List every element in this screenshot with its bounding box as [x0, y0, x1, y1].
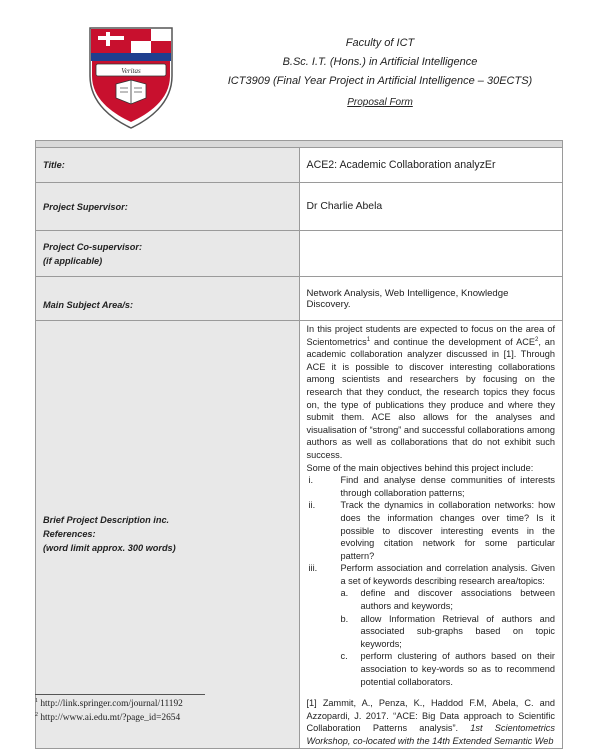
sub-objective-item: a. define and discover associations between authors and keywords; — [340, 588, 555, 612]
footnote-divider — [35, 694, 205, 695]
sub-objective-item: c. perform clustering of authors based on their association to key-words so as to recommend potential collaborators. — [340, 651, 555, 687]
document-header — [200, 34, 560, 112]
university-crest-logo — [86, 24, 176, 130]
subject-label: Main Subject Area/s: — [36, 277, 300, 321]
sub-objective-item: b. allow Information Retrieval of authors and associated sub-graphs based on topic keywords; — [340, 613, 555, 649]
form-title: Proposal Form — [347, 97, 413, 108]
objective-item: ii. Track the dynamics in collaboration networks: how does the information changes over time? Is it possible to discover interesting events in the evolving citation network for some particular pattern? — [308, 500, 555, 561]
footnote-ref-2: 2 — [534, 336, 539, 343]
description-label-line2: References: — [43, 529, 96, 540]
proposal-form-table — [35, 140, 563, 749]
objectives-intro: Some of the main objectives behind this project include: — [306, 462, 534, 473]
objective-item: i. Find and analyse dense communities of interests through collaboration patterns; — [308, 475, 555, 498]
cosupervisor-value — [299, 231, 563, 277]
cosupervisor-label — [36, 231, 300, 277]
table-top-band — [36, 141, 563, 148]
description-value — [299, 321, 563, 749]
description-paragraph: In this project students are expected to focus on the area of Scientometrics$^1$ and continue the development of ACE$^2$, an academic collaboration analyzer discussed in [1]. Through ACE it is possible to discover interesting collaborations among scientists and researchers by focusing on the research that they conduct, the research topics they focus on, the type of publications they produce and where they submit them. ACE also allows for the analyses and visualisation of “strong” and successful collaborations among authors as well as collaborations that do not exhibit such success. — [306, 324, 555, 460]
description-label-line3: (word limit approx. 300 words) — [43, 543, 176, 554]
description-label — [36, 321, 300, 749]
reference-entry: [1] Zammit, A., Penza, K., Haddod F.M, Abela, C. and Azzopardi, J. 2017. “ACE: Big Data approach to Scientific Collaboration Patterns analysis”. 1st Scientometrics Workshop, co-located with the 14th Extended Semantic Web — [306, 698, 555, 746]
footnote-2-link[interactable]: http://www.ai.edu.mt/?page_id=2654 — [38, 713, 181, 723]
description-label-line1: Brief Project Description inc. — [43, 515, 170, 526]
supervisor-value: Dr Charlie Abela — [299, 183, 563, 231]
degree-name: B.Sc. I.T. (Hons.) in Artificial Intelligence — [282, 56, 478, 68]
title-value: ACE2: Academic Collaboration analyzEr — [299, 148, 563, 183]
crest-motto: Veritas — [121, 67, 141, 75]
footnote-ref-1: 1 — [366, 336, 371, 343]
footnote-1: $^1$ http://link.springer.com/journal/11192 — [35, 697, 183, 709]
title-label: Title: — [36, 148, 300, 183]
faculty-name: Faculty of ICT — [345, 37, 415, 49]
footnote-1-link[interactable]: http://link.springer.com/journal/11192 — [38, 699, 183, 709]
supervisor-label: Project Supervisor: — [36, 183, 300, 231]
cosupervisor-label-line2: (if applicable) — [43, 255, 103, 266]
subject-value: Network Analysis, Web Intelligence, Knowledge Discovery. — [299, 277, 563, 321]
course-code: ICT3909 (Final Year Project in Artificial Intelligence – 30ECTS) — [227, 75, 533, 87]
cosupervisor-label-line1: Project Co-supervisor: — [43, 241, 143, 252]
footnote-2: $^2$ http://www.ai.edu.mt/?page_id=2654 — [35, 711, 181, 723]
objective-item: iii. Perform association and correlation analysis. Given a set of keywords describing research area/topics: — [308, 563, 555, 586]
